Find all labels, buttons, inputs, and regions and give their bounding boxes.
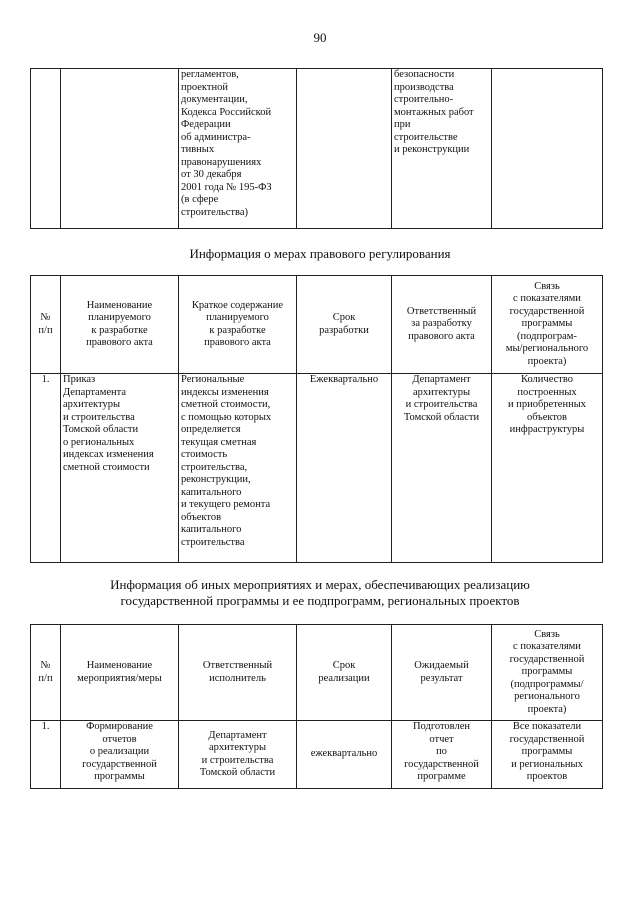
header-executor: Ответственный исполнитель (179, 625, 297, 721)
cell-executor: Департамент архитектуры и строительства Томской области (179, 721, 297, 789)
header-act-name: Наименование планируемого к разработке правового акта (61, 276, 179, 374)
section2-title-line2: государственной программы и ее подпрограмм, региональных проектов (120, 593, 520, 608)
legal-regulation-table (30, 275, 603, 563)
header-responsible: Ответственный за разработку правового акта (392, 276, 492, 374)
section1-title: Информация о мерах правового регулирования (189, 246, 451, 261)
cell-number: 1. (31, 721, 61, 789)
cell-summary: Региональные индексы изменения сметной стоимости, с помощью которых определяется текущая сметная стоимость строительства, реконструкции, капитального и текущего ремонта объектов капитального строительства (179, 374, 297, 563)
header-deadline: Срок разработки (297, 276, 392, 374)
continued-table (30, 68, 603, 229)
cell-indicators: Все показатели государственной программы и региональных проектов (492, 721, 603, 789)
header-number: № п/п (31, 276, 61, 374)
header-result: Ожидаемый результат (392, 625, 492, 721)
cell-act-name: Приказ Департамента архитектуры и строительства Томской области о региональных индексах изменения сметной стоимости (61, 374, 179, 563)
table-header-row (31, 625, 603, 721)
section2-title-line1: Информация об иных мероприятиях и мерах, обеспечивающих реализацию (110, 577, 530, 592)
header-summary: Краткое содержание планируемого к разработке правового акта (179, 276, 297, 374)
continued-cell-safety: безопасности производства строительно- монтажных работ при строительстве и реконструкции (392, 69, 492, 229)
other-measures-table (30, 624, 603, 789)
table-row (31, 374, 603, 563)
cell-indicators: Количество построенных и приобретенных объектов инфраструктуры (492, 374, 603, 563)
table-row (31, 721, 603, 789)
cell-measure-name: Формирование отчетов о реализации государственной программы (61, 721, 179, 789)
page-number: 90 (313, 30, 327, 45)
cell-deadline: Ежеквартально (297, 374, 392, 563)
header-number: № п/п (31, 625, 61, 721)
continued-cell-regulations: регламентов, проектной документации, Кодекса Российской Федерации об администра- тивных правонарушениях от 30 декабря 2001 года № 195-ФЗ (в сфере строительства) (179, 69, 297, 229)
cell-number: 1. (31, 374, 61, 563)
table-header-row (31, 276, 603, 374)
header-indicators: Связь с показателями государственной программы (подпрограм- мы/регионального проекта) (492, 276, 603, 374)
header-period: Срок реализации (297, 625, 392, 721)
table-row (31, 69, 603, 229)
header-indicators: Связь с показателями государственной программы (подпрограммы/ регионального проекта) (492, 625, 603, 721)
section2-title (0, 577, 640, 609)
cell-result: Подготовлен отчет по государственной программе (392, 721, 492, 789)
cell-responsible: Департамент архитектуры и строительства Томской области (392, 374, 492, 563)
cell-period: ежеквартально (297, 721, 392, 789)
header-measure-name: Наименование мероприятия/меры (61, 625, 179, 721)
